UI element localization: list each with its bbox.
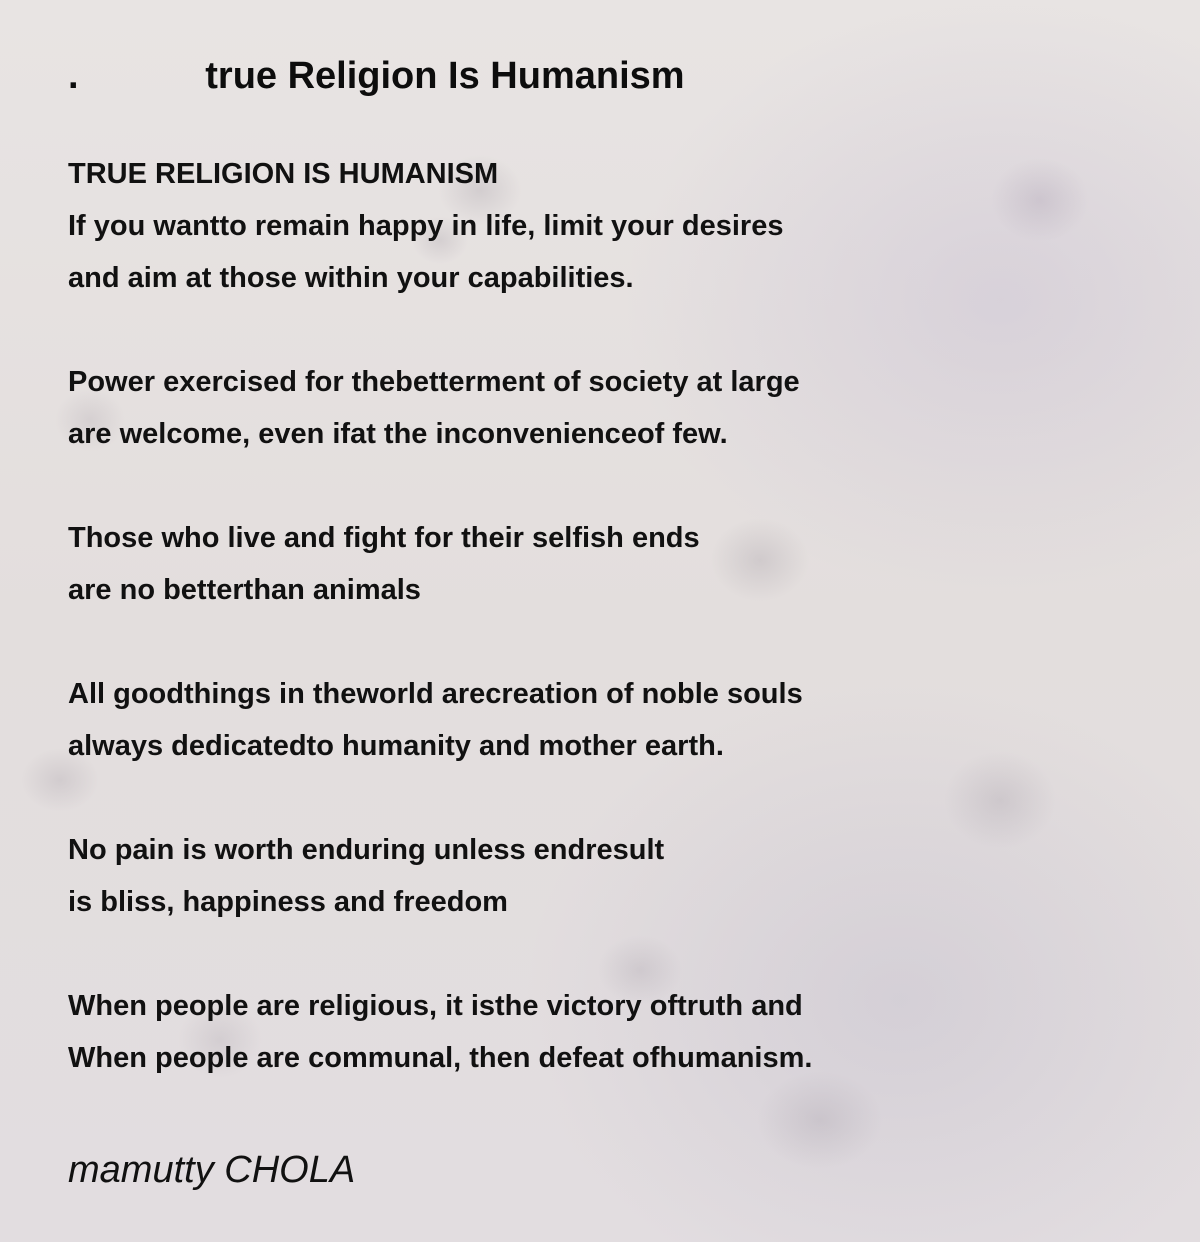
poem-stanza xyxy=(68,824,1148,928)
poem-line: Those who live and fight for their selfish ends xyxy=(68,522,700,554)
poem-stanza xyxy=(68,512,1148,616)
poem-line: always dedicatedto humanity and mother earth. xyxy=(68,730,724,762)
poem-stanza xyxy=(68,980,1148,1084)
poem-line: are no betterthan animals xyxy=(68,574,421,606)
poem-stanza xyxy=(68,356,1148,460)
poem-author: mamutty CHOLA xyxy=(68,1149,356,1191)
poem-line: and aim at those within your capabilities. xyxy=(68,262,634,294)
poem-line: When people are communal, then defeat ofhumanism. xyxy=(68,1042,813,1074)
poem-line: TRUE RELIGION IS HUMANISM xyxy=(68,158,499,190)
poem-line: All goodthings in theworld arecreation of noble souls xyxy=(68,678,803,710)
poem-body xyxy=(68,148,1148,1084)
poem-line: No pain is worth enduring unless endresult xyxy=(68,834,665,866)
poem-line: is bliss, happiness and freedom xyxy=(68,886,508,918)
poem-line: When people are religious, it isthe victory oftruth and xyxy=(68,990,803,1022)
poem-stanza xyxy=(68,148,1148,304)
poem-line: Power exercised for thebetterment of society at large xyxy=(68,366,800,398)
poem-stanza xyxy=(68,668,1148,772)
poem-line: are welcome, even ifat the inconvenienceof few. xyxy=(68,418,728,450)
poem-title: . true Religion Is Humanism xyxy=(68,55,685,97)
poem-page xyxy=(68,48,1148,1194)
poem-line: If you wantto remain happy in life, limit your desires xyxy=(68,210,784,242)
